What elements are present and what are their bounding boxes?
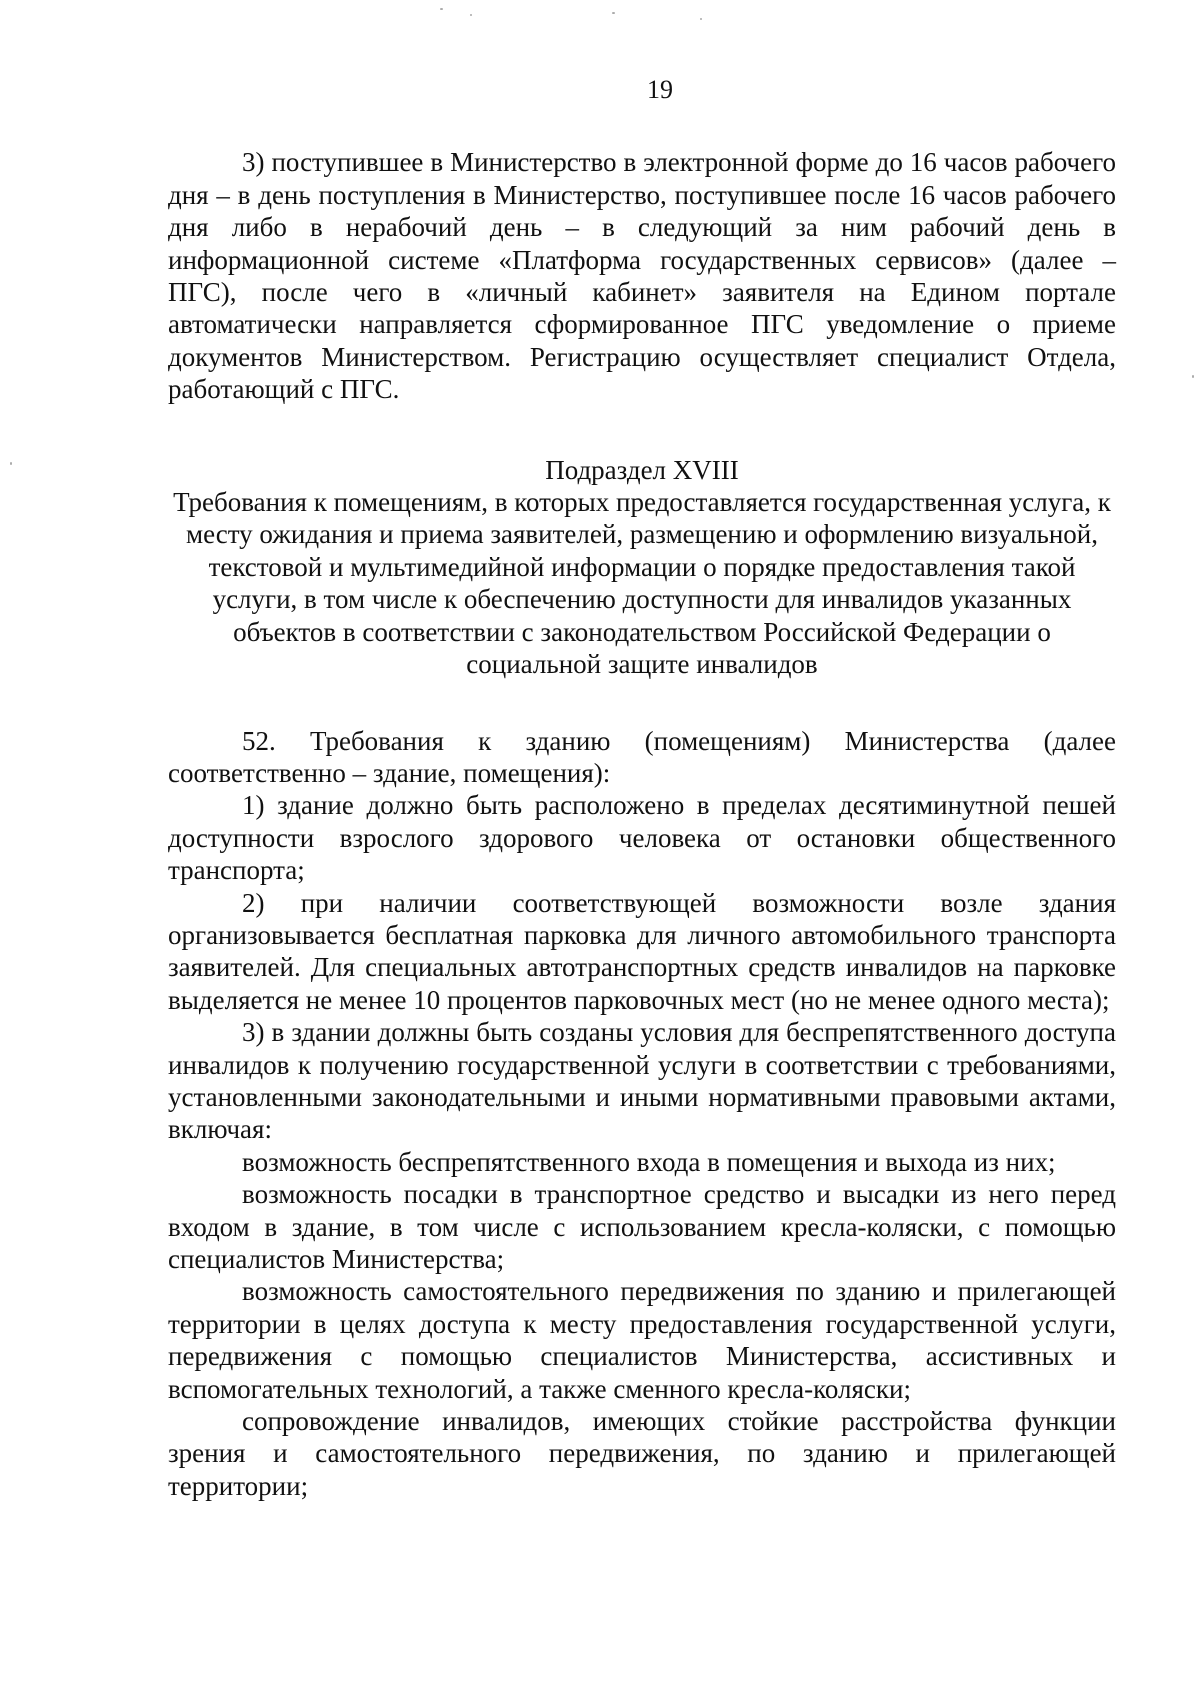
scan-speck	[1192, 375, 1194, 378]
scan-speck	[440, 8, 443, 10]
paragraph-item-2: 2) при наличии соответствующей возможности возле здания организовывается бесплатная парковка для личного автомобильного транспорта заявителей. Для специальных автотранспортных средств инвалидов на парковке выделяется не менее 10 процентов парковочных мест (но не менее одного места);	[168, 887, 1116, 1015]
intro-paragraph: 3) поступившее в Министерство в электронной форме до 16 часов рабочего дня – в день поступления в Министерство, поступившее после 16 часов рабочего дня либо в нерабочий день – в следующий за ним рабочий день в информационной системе «Платформа государственных сервисов» (далее – ПГС), после чего в «личный кабинет» заявителя на Едином портале автоматически направляется сформированное ПГС уведомление о приеме документов Министерством. Регистрацию осуществляет специалист Отдела, работающий с ПГС.	[168, 147, 1116, 405]
section-title: Подраздел XVIII	[545, 454, 739, 485]
document-page	[168, 74, 1116, 1502]
paragraph-item-1: 1) здание должно быть расположено в пределах десятиминутной пешей доступности взрослого здорового человека от остановки общественного транспорта;	[168, 790, 1116, 886]
paragraph-52: 52. Требования к зданию (помещениям) Министерства (далее соответственно – здание, помещения):	[168, 725, 1116, 788]
scan-speck	[612, 12, 615, 14]
page-number: 19	[647, 75, 673, 104]
paragraph-item-3: 3) в здании должны быть созданы условия для беспрепятственного доступа инвалидов к получению государственной услуги в соответствии с требованиями, установленными законодательными и иными нормативными правовыми актами, включая:	[168, 1017, 1116, 1145]
section-heading: Требования к помещениям, в которых предоставляется государственная услуга, к месту ожидания и приема заявителей, размещению и оформлению визуальной, текстовой и мультимедийной информации о порядке предоставления такой услуги, в том числе к обеспечению доступности для инвалидов указанных объектов в соответствии с законодательством Российской Федерации о социальной защите инвалидов	[173, 487, 1111, 680]
paragraph-escort: сопровождение инвалидов, имеющих стойкие расстройства функции зрения и самостоятельного передвижения, по зданию и прилегающей территории;	[168, 1406, 1116, 1501]
paragraph-movement: возможность самостоятельного передвижения по зданию и прилегающей территории в целях доступа к месту предоставления государственной услуги, передвижения с помощью специалистов Министерства, ассистивных и вспомогательных технологий, а также сменного кресла-коляски;	[168, 1276, 1116, 1404]
scan-speck	[470, 14, 472, 16]
scan-speck	[10, 462, 12, 465]
paragraph-boarding: возможность посадки в транспортное средство и высадки из него перед входом в здание, в том числе с использованием кресла-коляски, с помощью специалистов Министерства;	[168, 1179, 1116, 1274]
paragraph-entrance: возможность беспрепятственного входа в помещения и выхода из них;	[242, 1146, 1056, 1177]
scan-speck	[700, 18, 702, 20]
